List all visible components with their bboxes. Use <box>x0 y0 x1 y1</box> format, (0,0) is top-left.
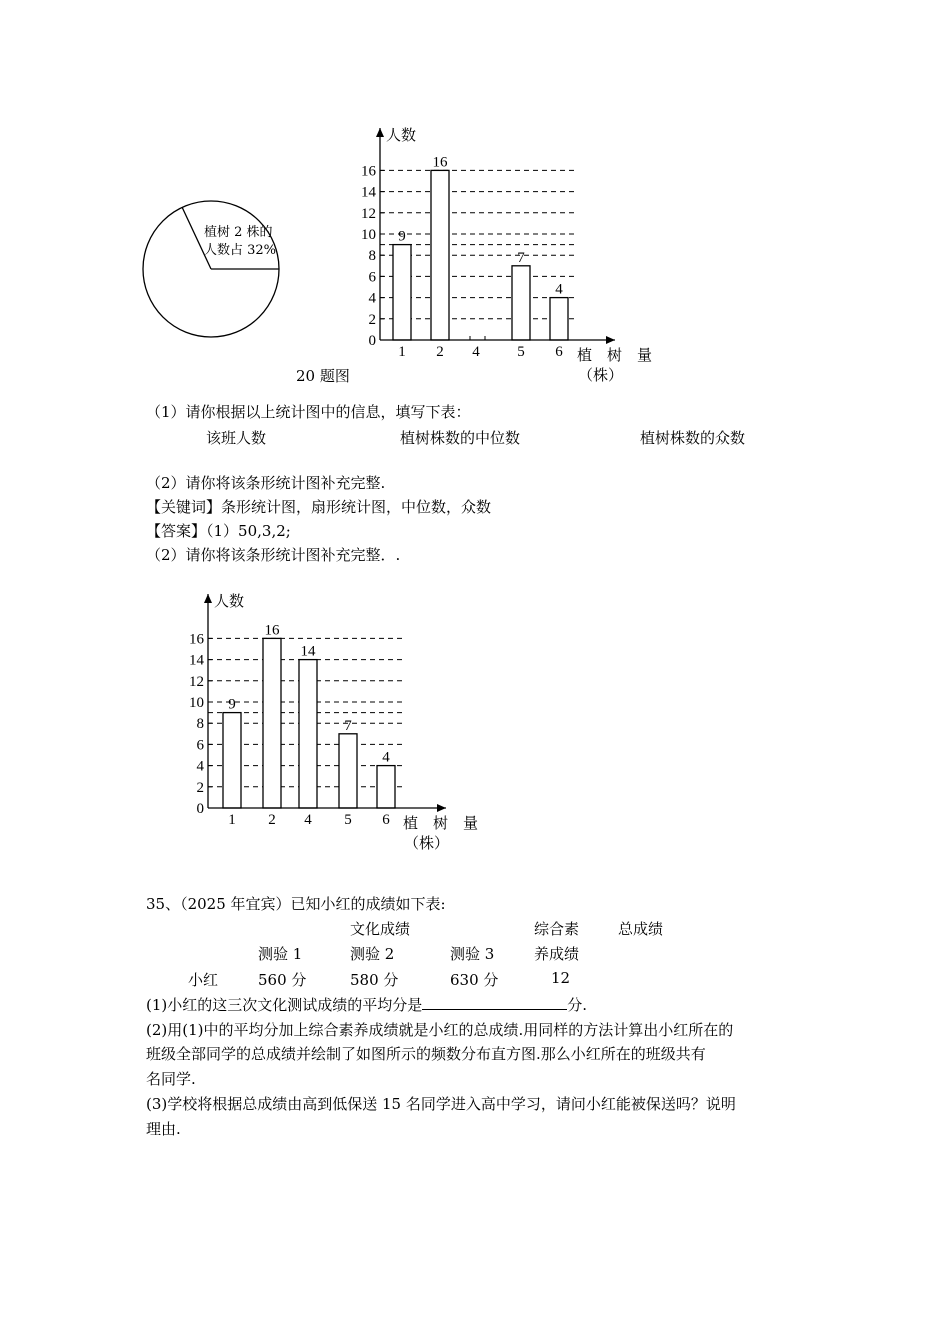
bar-value-label: 9 <box>398 228 406 245</box>
y-tick-label: 14 <box>189 652 204 669</box>
p35-intro: 35、（2025 年宜宾）已知小红的成绩如下表: <box>146 895 446 913</box>
y-tick-label: 8 <box>196 716 204 733</box>
x-tick-label: 4 <box>472 344 480 360</box>
p35-header-comp2: 养成绩 <box>534 945 580 963</box>
bar-value-label: 14 <box>300 643 316 660</box>
p35-score2: 580 分 <box>350 971 399 989</box>
bar-value-label: 4 <box>382 749 390 766</box>
y-tick-label: 8 <box>368 248 376 265</box>
x-tick-label: 5 <box>344 812 352 828</box>
y-tick-label: 4 <box>368 290 376 307</box>
bar-value-label: 4 <box>555 281 563 298</box>
q1-prompt: （1）请你根据以上统计图中的信息，填写下表： <box>146 403 471 421</box>
bar <box>550 298 568 340</box>
answer-blank[interactable] <box>422 995 567 1010</box>
p35-q3-line1: (3)学校将根据总成绩由高到低保送 15 名同学进入高中学习，请问小红能被保送吗？说明 <box>146 1095 736 1113</box>
y-tick-label: 12 <box>361 205 376 222</box>
bar <box>377 766 395 808</box>
bar <box>263 638 281 808</box>
x-tick-label: 4 <box>304 812 312 828</box>
y-axis-arrow <box>204 594 212 603</box>
p35-q1-pre: (1)小红的这三次文化测试成绩的平均分是 <box>146 996 423 1014</box>
q1-col-mode: 植树株数的众数 <box>640 429 746 447</box>
y-tick-label: 6 <box>368 269 376 286</box>
y-axis-title: 人数 <box>386 128 417 144</box>
p35-q1-post: 分. <box>567 996 588 1014</box>
bar <box>223 713 241 808</box>
bar-value-label: 7 <box>517 249 525 266</box>
pie-label-line2: 人数占 32% <box>204 243 277 258</box>
x-tick-label: 1 <box>398 344 406 360</box>
p35-q3-line2: 理由. <box>146 1120 181 1138</box>
answer-1: 【答案】（1）50,3,2; <box>146 522 291 540</box>
p35-q1 <box>146 994 587 1015</box>
x-axis-title: 植 树 量 <box>403 816 479 832</box>
y-tick-label: 4 <box>196 758 204 775</box>
bar-value-label: 9 <box>228 696 236 713</box>
p35-header-total: 总成绩 <box>618 920 664 938</box>
y-tick-label: 10 <box>361 227 376 243</box>
y-tick-label: 2 <box>368 311 376 328</box>
x-tick-label: 2 <box>268 812 276 828</box>
bar <box>393 245 411 340</box>
x-tick-label: 6 <box>382 812 390 828</box>
y-tick-label: 16 <box>361 163 376 180</box>
x-axis-arrow <box>437 804 446 812</box>
p35-q2-line3: 名同学. <box>146 1070 196 1088</box>
x-axis-unit: （株） <box>578 368 624 384</box>
y-axis-title: 人数 <box>214 594 245 610</box>
q1-col-class-count: 该班人数 <box>206 429 267 447</box>
y-tick-label: 2 <box>196 779 204 796</box>
x-tick-label: 2 <box>436 344 444 360</box>
bar-chart-original <box>361 127 652 384</box>
x-tick-label: 5 <box>517 344 525 360</box>
p35-comp: 12 <box>551 969 571 987</box>
keywords: 【关键词】条形统计图，扇形统计图，中位数，众数 <box>146 498 492 516</box>
bar <box>299 660 317 808</box>
y-axis-arrow <box>376 128 384 137</box>
p35-name: 小红 <box>188 971 219 989</box>
pie-label-line1: 植树 2 株的 <box>204 225 273 240</box>
p35-test3: 测验 3 <box>450 945 495 963</box>
q1-col-median: 植树株数的中位数 <box>400 429 521 447</box>
bar-value-label: 16 <box>264 622 280 639</box>
x-axis-arrow <box>606 336 615 344</box>
bar <box>339 734 357 808</box>
y-tick-label: 16 <box>189 631 204 648</box>
p35-header-comp1: 综合素 <box>534 920 580 938</box>
x-tick-label: 1 <box>228 812 236 828</box>
x-axis-title: 植 树 量 <box>577 348 653 364</box>
p35-test1: 测验 1 <box>258 945 303 963</box>
p35-test2: 测验 2 <box>350 945 395 963</box>
figure-caption: 20 题图 <box>296 367 350 385</box>
y-tick-label: 0 <box>196 801 204 817</box>
q2-prompt: （2）请你将该条形统计图补充完整. <box>146 474 386 492</box>
y-tick-label: 6 <box>196 737 204 754</box>
bar <box>431 170 449 340</box>
x-axis-unit: （株） <box>404 836 450 852</box>
bar-value-label: 16 <box>432 154 448 171</box>
y-tick-label: 14 <box>361 184 376 201</box>
bar <box>512 266 530 340</box>
p35-header-culture: 文化成绩 <box>350 920 411 938</box>
p35-q2-line2: 班级全部同学的总成绩并绘制了如图所示的频数分布直方图.那么小红所在的班级共有 <box>146 1045 706 1063</box>
bar-chart-completed <box>189 593 478 852</box>
bar-value-label: 7 <box>344 717 352 734</box>
p35-score3: 630 分 <box>450 971 499 989</box>
p35-q2-line1: (2)用(1)中的平均分加上综合素养成绩就是小红的总成绩.用同样的方法计算出小红所在的 <box>146 1021 734 1039</box>
answer-2: （2）请你将该条形统计图补充完整．. <box>146 546 401 564</box>
y-tick-label: 12 <box>189 673 204 690</box>
p35-score1: 560 分 <box>258 971 307 989</box>
x-tick-label: 6 <box>555 344 563 360</box>
y-tick-label: 10 <box>189 695 204 711</box>
y-tick-label: 0 <box>368 333 376 349</box>
